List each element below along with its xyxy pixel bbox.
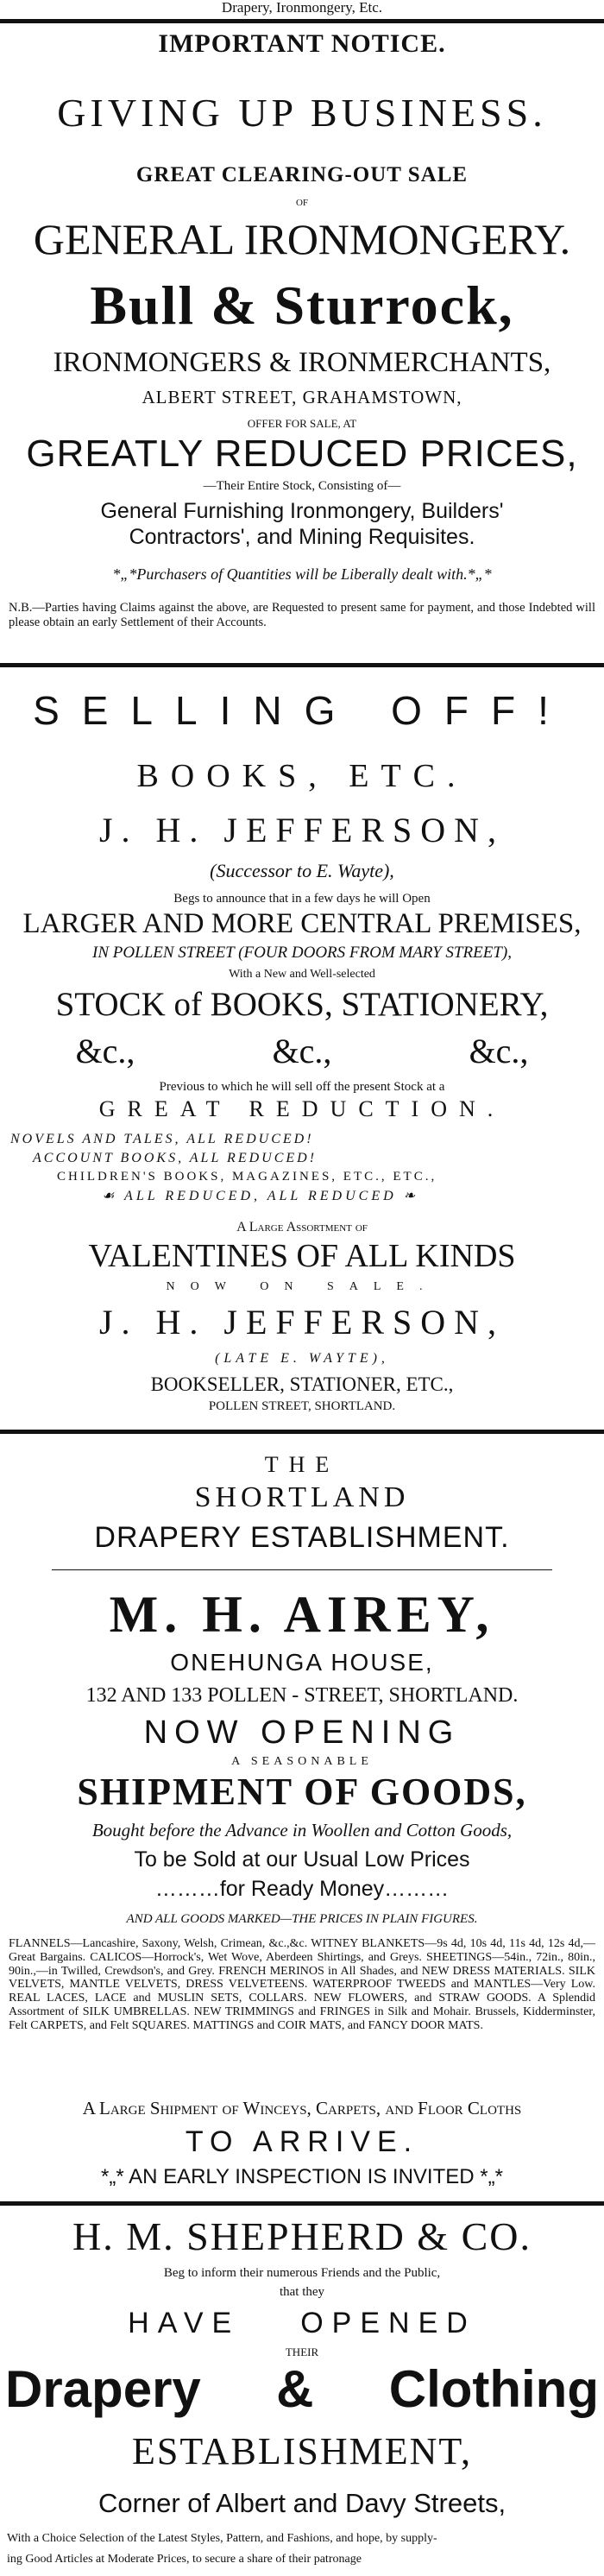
- ad2-allreduced: ☙ ALL REDUCED, ALL REDUCED ❧: [102, 1189, 419, 1203]
- ad2-location: IN POLLEN STREET (FOUR DOORS FROM MARY STREET),: [92, 944, 512, 962]
- ad3-arrive: TO ARRIVE.: [185, 2125, 419, 2158]
- ad2-valentines: VALENTINES OF ALL KINDS: [88, 1238, 516, 1274]
- ad4-establishment: ESTABLISHMENT,: [132, 2430, 472, 2472]
- ad2-books: BOOKS, ETC.: [136, 758, 468, 794]
- ad2-name2: J. H. JEFFERSON,: [98, 1303, 506, 1342]
- ad1-stock: —Their Entire Stock, Consisting of—: [203, 479, 401, 493]
- ad1-items1: General Furnishing Ironmongery, Builders': [100, 499, 504, 523]
- ad4-opened: OPENED: [300, 2307, 476, 2339]
- page-header: Drapery, Ironmongery, Etc.: [221, 0, 383, 16]
- ad4-beg: Beg to inform their numerous Friends and the Public,: [163, 2266, 441, 2280]
- ad1-address: ALBERT STREET, GRAHAMSTOWN,: [142, 387, 462, 407]
- ad1-sale: GREAT CLEARING-OUT SALE: [135, 163, 469, 186]
- ad3-ready: ………for Ready Money………: [154, 1877, 450, 1901]
- ad3-flannels: FLANNELS—Lancashire, Saxony, Welsh, Crimean, &c.,&c. WITNEY BLANKETS—9s 4d, 10s 4d, 11s 4d, 12s 4d,—Great Bargains. CALICOS—Horrock's, Wet Wove, Aberdeen Shirtings, and Greys. SHEETINGS—54in., 72in., 80in., 90in.,—in Twilled, Crewdson's, and Grey. FRENCH MERINOS in All Shades, and NEW DRESS MATERIALS. SILK VELVETS, MANTLE VELVETS, DRESS VELVETEENS. WATERPROOF TWEEDS and MANTLES—Very Low. REAL LACES, LACE and MUSLIN SETS, COLLARS. NEW FLOWERS, and STRAW GOODS. A Splendid Assortment of SILK UMBRELLAS. NEW TRIMMINGS and FRINGES in Silk and Mohair. Brussels, Kidderminster, Felt CARPETS, and Felt SQUARES. MATTINGS and COIR MATS, and FANCY DOOR MATS.: [9, 1937, 595, 2032]
- ad4-name: H. M. SHEPHERD & CO.: [72, 2214, 532, 2258]
- ad1-items2: Contractors', and Mining Requisites.: [129, 525, 475, 549]
- ad2-novels: NOVELS AND TALES, ALL REDUCED!: [10, 1132, 314, 1146]
- header-rule: [0, 19, 604, 23]
- ad2-reduction: GREAT REDUCTION.: [98, 1096, 506, 1121]
- ad3-opening: NOW OPENING: [143, 1714, 461, 1751]
- ad1-headline: GIVING UP BUSINESS.: [57, 91, 547, 135]
- ad3-inspection: *„* AN EARLY INSPECTION IS INVITED *„*: [101, 2165, 503, 2188]
- ad2-nowonsale: NOW ON SALE.: [166, 1280, 438, 1293]
- ad2-bookseller: BOOKSELLER, STATIONER, ETC.,: [150, 1373, 454, 1395]
- ad3-shipment2: A Large Shipment of Winceys, Carpets, and Floor Cloths: [82, 2098, 522, 2118]
- ad2-childrens: CHILDREN'S BOOKS, MAGAZINES, ETC., ETC.,: [57, 1170, 437, 1184]
- ad1-prices: GREATLY REDUCED PRICES,: [26, 432, 578, 475]
- ad2-stock: STOCK of BOOKS, STATIONERY,: [55, 986, 549, 1023]
- ad2-begs: Begs to announce that in a few days he will Open: [173, 892, 431, 906]
- ad2-late: (LATE E. WAYTE),: [215, 1351, 389, 1366]
- ad4-their: THEIR: [285, 2346, 319, 2358]
- ad2-previous: Previous to which he will sell off the present Stock at a: [159, 1080, 445, 1094]
- ad3-sold: To be Sold at our Usual Low Prices: [134, 1847, 470, 1872]
- ad2-selling: SELLING OFF!: [33, 688, 571, 733]
- ad3-seasonable: A SEASONABLE: [231, 1755, 373, 1768]
- ad4-good: ing Good Articles at Moderate Prices, to secure a share of their patronage: [7, 2553, 362, 2566]
- divider-3: [0, 2201, 604, 2206]
- ad3-allgoods: AND ALL GOODS MARKED—THE PRICES IN PLAIN FIGURES.: [126, 1912, 478, 1926]
- ad4-drapery: Drapery: [5, 2360, 201, 2418]
- ad3-bought: Bought before the Advance in Woollen and Cotton Goods,: [91, 1820, 513, 1840]
- ad2-address: POLLEN STREET, SHORTLAND.: [208, 1399, 396, 1413]
- ad2-successor: (Successor to E. Wayte),: [210, 860, 394, 881]
- ad2-etc-2: &c.,: [272, 1032, 332, 1070]
- ad3-name: M. H. AIREY,: [109, 1586, 495, 1643]
- ad3-rule: [52, 1569, 552, 1570]
- ad2-etc-row: [7, 1034, 597, 1069]
- ad1-firm: Bull & Sturrock,: [90, 275, 514, 336]
- ad1-nb: N.B.—Parties having Claims against the above, are Requested to present same for payment, and those Indebted will please obtain an early Settlement of their Accounts.: [9, 601, 595, 629]
- ad1-trade: IRONMONGERS & IRONMERCHANTS,: [53, 347, 551, 378]
- ad3-house: ONEHUNGA HOUSE,: [170, 1649, 434, 1676]
- ad1-offer: OFFER FOR SALE, AT: [247, 417, 357, 430]
- ad2-accounts: ACCOUNT BOOKS, ALL REDUCED!: [33, 1151, 318, 1165]
- ad1-of: OF: [295, 198, 309, 208]
- ad4-have: HAVE: [128, 2307, 241, 2339]
- ad3-shortland: SHORTLAND: [194, 1481, 410, 1513]
- ad4-choice: With a Choice Selection of the Latest Styles, Pattern, and Fashions, and hope, by supply-: [7, 2532, 437, 2545]
- ad3-the: THE: [264, 1452, 340, 1477]
- ad1-notice: IMPORTANT NOTICE.: [158, 29, 446, 58]
- ad2-etc-1: &c.,: [75, 1032, 135, 1070]
- ad4-amp: &: [276, 2360, 314, 2418]
- divider-2: [0, 1430, 604, 1434]
- ad3-shipment: SHIPMENT OF GOODS,: [77, 1771, 527, 1813]
- ad2-name: J. H. JEFFERSON,: [98, 811, 506, 849]
- ad4-drapery-clothing: [5, 2360, 599, 2418]
- ad1-purchasers: *„*Purchasers of Quantities will be Liberally dealt with.*„*: [112, 565, 492, 583]
- ad4-clothing: Clothing: [388, 2360, 599, 2418]
- ad2-larger: LARGER AND MORE CENTRAL PREMISES,: [22, 908, 582, 939]
- ad4-have-opened: [7, 2308, 597, 2338]
- ad3-drapery: DRAPERY ESTABLISHMENT.: [94, 1521, 510, 1554]
- divider-1: [0, 663, 604, 667]
- ad4-thatthey: that they: [279, 2285, 325, 2299]
- ad2-assortment: A Large Assortment of: [236, 1220, 368, 1234]
- ad2-withnew: With a New and Well-selected: [229, 968, 375, 981]
- ad3-address: 132 AND 133 POLLEN - STREET, SHORTLAND.: [85, 1684, 519, 1707]
- ad4-corner: Corner of Albert and Davy Streets,: [98, 2488, 506, 2518]
- ad2-etc-3: &c.,: [469, 1032, 529, 1070]
- ad1-goods: GENERAL IRONMONGERY.: [33, 215, 571, 263]
